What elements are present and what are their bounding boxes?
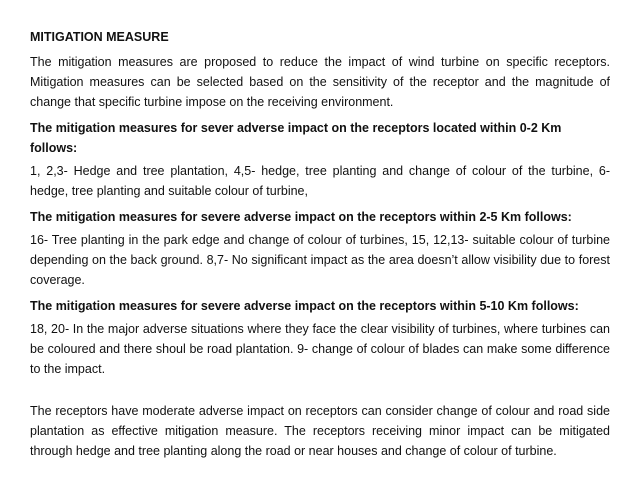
section-body-2-5km: 16- Tree planting in the park edge and change of colour of turbines, 15, 12,13- suitable colour of turbine depending on the back ground. 8,7- No significant impact as the area doesn’t allow visibility due to forest coverage. bbox=[30, 233, 610, 287]
section-heading-0-2km: The mitigation measures for sever adverse impact on the receptors located within 0-2 Km follows: bbox=[30, 121, 562, 155]
section-body-5-10km: 18, 20- In the major adverse situations where they face the clear visibility of turbines, where turbines can be coloured and there shoul be road plantation. 9- change of colour of blades can make some difference to the impact. bbox=[30, 322, 610, 376]
document-title: MITIGATION MEASURE bbox=[30, 30, 169, 44]
paragraph-spacer bbox=[30, 379, 610, 401]
section-heading-5-10km: The mitigation measures for severe adverse impact on the receptors within 5-10 Km follows: bbox=[30, 299, 579, 313]
intro-paragraph: The mitigation measures are proposed to reduce the impact of wind turbine on specific receptors. Mitigation measures can be selected based on the sensitivity of the receptor and the magnitude of change that specific turbine impose on the receiving environment. bbox=[30, 55, 610, 109]
document bbox=[30, 28, 610, 461]
conclusion-paragraph: The receptors have moderate adverse impact on receptors can consider change of colour and road side plantation as effective mitigation measure. The receptors receiving minor impact can be mitigated through hedge and tree planting along the road or near houses and change of colour of turbine. bbox=[30, 404, 610, 458]
section-heading-2-5km: The mitigation measures for severe adverse impact on the receptors within 2-5 Km follows: bbox=[30, 210, 572, 224]
section-body-0-2km: 1, 2,3- Hedge and tree plantation, 4,5- hedge, tree planting and change of colour of the turbine, 6- hedge, tree planting and suitable colour of turbine, bbox=[30, 164, 610, 198]
